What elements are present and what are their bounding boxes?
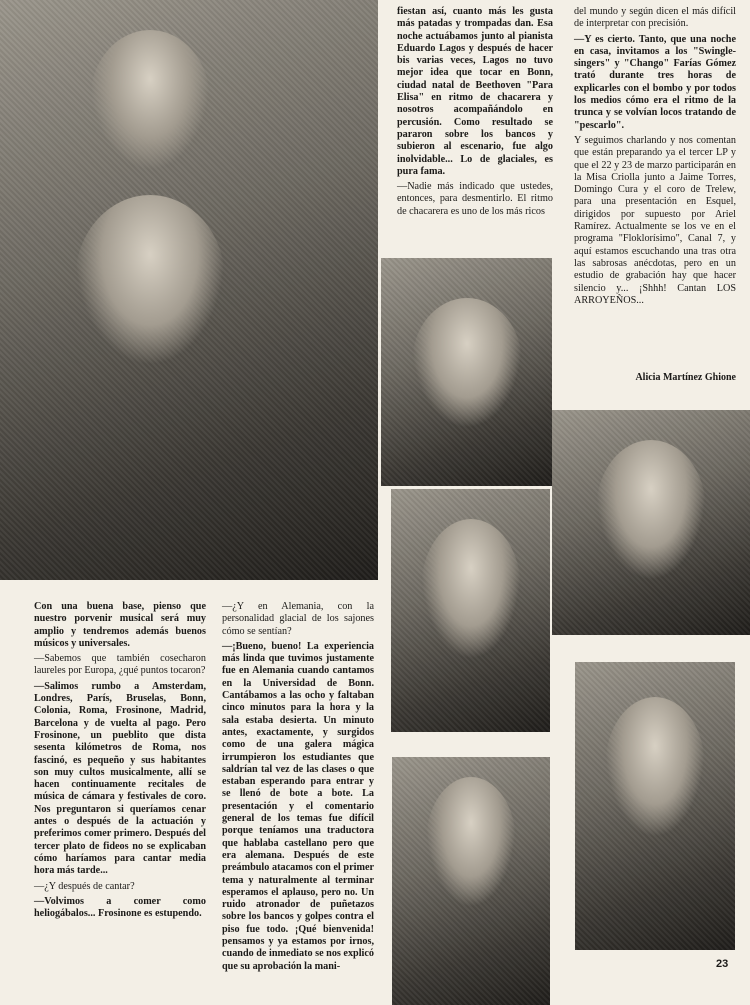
paragraph: —Volvimos a comer como heliogábalos... Frosinone es estupendo.: [34, 895, 206, 920]
paragraph: —Y es cierto. Tanto, que una noche en casa, invitamos a los "Swingle-singers" y "Chango" Farías Gómez trató durante tres horas de explicarles con el bombo y por todos los medios cómo era el ritmo de la trunca y se volvían locos tratando de "pescarlo".: [574, 33, 736, 131]
photo-portrait-moustache: [575, 662, 735, 950]
photo-portrait-2: [391, 489, 550, 732]
photo-portrait-guitar: [392, 757, 550, 1005]
paragraph: —¿Y en Alemania, con la personalidad glacial de los sajones cómo se sentían?: [222, 601, 374, 637]
paragraph: Con una buena base, pienso que nuestro porvenir musical será muy amplio y tendremos además buenos músicos y universales.: [34, 601, 206, 649]
text-column-3: [397, 6, 553, 221]
photo-portrait-1: [381, 258, 552, 486]
text-column-2: [222, 601, 374, 976]
paragraph: —Sabemos que también cosecharon laureles por Europa, ¿qué puntos tocaron?: [34, 653, 206, 677]
paragraph: —Salimos rumbo a Amsterdam, Londres, París, Bruselas, Bonn, Colonia, Roma, Frosinone, Madrid, Barcelona y de vuelta al pago. Pero Frosinone, un pueblito que dista sesenta kilómetros de Roma, nos fascinó, es pequeño y sus habitantes son muy cultos musicalmente, allí se hacen continuamente recitales de música de cámara y festivales de coro. Nos preguntaron si queríamos cenar antes o después de la actuación y preferimos comer primero. Después del tercer plato de fideos no se explicaban cómo haríamos para cantar media hora más tarde...: [34, 680, 206, 877]
paragraph: del mundo y según dicen el más difícil de interpretar con precisión.: [574, 6, 736, 30]
paragraph: fiestan así, cuanto más les gusta más patadas y trompadas dan. Esa noche actuábamos junto al pianista Eduardo Lagos y después de hacer bis varias veces, Lagos no tuvo mejor idea que tocar en Bonn, ciudad natal de Beethoven "Para Elisa" en ritmo de chacarera y nosotros acompañándolo en percusión. Como resultado se pararon sobre los bancos y subieron al escenario, fue algo inolvidable... Lo de glaciales, es pura fama.: [397, 6, 553, 177]
paragraph: Y seguimos charlando y nos comentan que están preparando ya el tercer LP y que el 22 y 23 de marzo participarán en la Misa Criolla junto a Jaime Torres, Domingo Cura y el coro de Trelew, para una presentación en Esquel, dirigidos por supuesto por Ariel Ramírez. Actualmente se los ve en el programa "Floklorísimo", Canal 7, y aquí estamos escuchando una tras otra las sabrosas anécdotas, pero en un estudio de grabación hay que hacer silencio y... ¡Shhh! Cantan LOS ARROYEÑOS...: [574, 134, 736, 306]
paragraph: —¡Bueno, bueno! La experiencia más linda que tuvimos justamente fue en Alemania cuando cantamos en la Universidad de Bonn. Cantábamos a las ocho y faltaban cinco minutos para la hora y la sala estaba desierta. Un minuto antes, exactamente, y surgidos como de una galera mágica irrumpieron los estudiantes que saldrían tal vez de las clases o que estaban esperando para entrar y se llenó de bote a bote. La presentación y el comentario general de los temas fue difícil porque teníamos una traductora que hablaba castellano pero que era alemana. Después de este preámbulo atacamos con el primer tema y naturalmente al terminar esperamos el aplauso, pero no. Un ruido atronador de puñetazos sobre los bancos y golpes contra el piso fue todo. ¡Qué bienvenida! pensamos y ya estamos por irnos, cuando de inmediato se nos explicó que su aprobación la mani-: [222, 640, 374, 972]
text-column-1: [34, 601, 206, 923]
author-signature: Alicia Martínez Ghione: [635, 372, 736, 383]
paragraph: —¿Y después de cantar?: [34, 880, 135, 892]
paragraph: —Nadie más indicado que ustedes, entonces, para desmentirlo. El ritmo de chacarera es uno de los más ricos: [397, 181, 553, 217]
photo-main-duo: [0, 0, 378, 580]
photo-portrait-bearded: [552, 410, 750, 635]
text-column-4: [574, 6, 736, 310]
page-number: 23: [716, 958, 729, 970]
